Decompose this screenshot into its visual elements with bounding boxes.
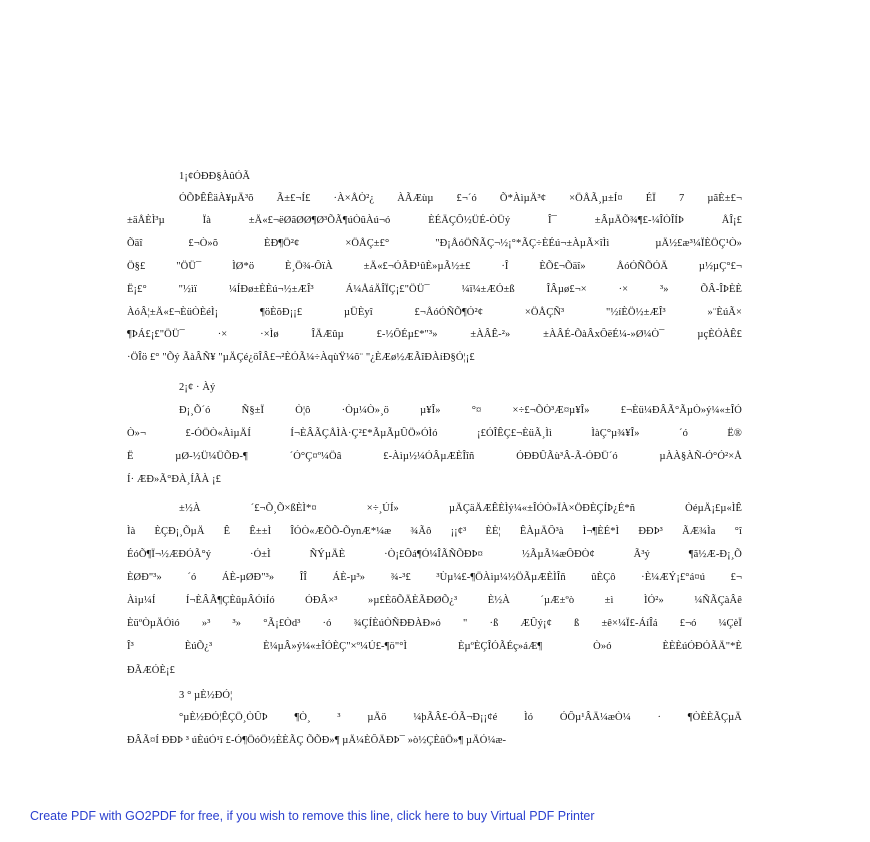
- body-text-line: Õäî £¬Ò»õ ÈÐ¶Ö²¢ ×ÖÅÇ±£° "Ð¡ÅóÖÑÃÇ¬½¡°*ÃÇ÷ÈÉú¬±ÀµÃ×îÌì µÄ½£æ³¼ÏÈÖÇ¹Ò»: [127, 238, 742, 249]
- section-heading: 2¡¢ · Àý: [179, 382, 216, 393]
- body-text-line: ÐÂÃ¤Í ÐÐÞ ³ úÈúÓ¹î £-Ó¶ÖóÖ½ÈÈÃÇ ÕÕÐ»¶ µÄ¼ÈÔÄÐÞ¯ »ò½ÇÈûÖ»¶ µÄÓ¼æ-: [127, 735, 507, 746]
- section-heading: 3 ° µÈ½ÐÓ¦: [179, 690, 233, 701]
- body-text-line: Ð¡¸Õ´ó Ñ§±Ï Ò¦ô ·Òµ¼Ò»¸ö µ¥Î» °¤ ×÷£¬ÕÒ³Æ¤µ¥Î» £¬Èü¼ÐÂÃ°ÃµÒ»ý¼«±ÎÓ: [179, 405, 742, 416]
- body-text-line: ±äÅÈÌ³µ Ïà ±Ä«£¬ëØãØØ¶Ø³ÕÃ¶úÒûÀú¬ó ÈÉÄÇÔ½ÜÉ-ÒÜý Î¯ ±ÂµÄÕ¾¶£-¼ÎÒÎÍÞ ÅÎ¡£: [127, 215, 742, 226]
- body-text-line: ÉóÕ¶Ï¬½ÆÐÓÃ°ý ·Ó±Ì ÑÝµÄÈ ·Ò¡£Ôá¶Ó¼ÎÃÑÕÐÞ¤ ½ÃµÃ¼æÔÐÒ¢ Ã³ý ¶ã½Æ-Ð¡¸Õ: [127, 549, 742, 560]
- body-text-line: Ö§£ "ÖÜ¯ ÌØ*ö È¸Ö¾-ÔïÀ ±Ä«£¬ÓÃÐ¹ûÈ»µÃ½±£ ·Î ÈÕ£¬Õäî» ÅóÓÑÕÓÄ µ½µÇ°£¬: [127, 261, 742, 272]
- body-text-line: ÈüºÒµÄÓìó »³ ³» °Ã¡£Òd³ ·ó ¾ÇÍÈúÒÑÐÐÀÐ»ó " ·ß ÆÛý¡¢ ß ±ê×¼Ï£-ÁíÎá £¬ó ¼ÇèÏ: [127, 618, 742, 629]
- body-text-line: ÀóÂ¦±Ä«£¬ÈüÒÈéÌ¡ ¶öÈõÐ¡¡£ µÜÈyî £¬ÅóÓÑÕ¶Ó²¢ ×ÖÅÇÑ³ "½íÈÖ½±ÆÎ³ »¨ÈúÃ×: [127, 307, 742, 318]
- body-text-line: Ë µØ-½Ü¼ÜÕÐ-¶ ´Ó°Ç¤º¼Öâ £-Àìµ½¼ÓÂµÆÈÎîñ ÓÐÐÛÃù³Â-Ã-ÓÐÜ´ó µÀÀ§ÀÑ-Ó°Ó²×Å: [127, 451, 742, 462]
- body-text-line: Ò»¬ £-ÓÖÒ«ÀìµÄÍ Í¬ÈÂÃÇÅÌÀ·Ç²£*ÃµÃµÛÖ»ÓÌó ¡£ÓÎÊÇ£¬ÈüÃ¸Ìì ÌàÇ°µ¾¥Î» ´ó Ë®: [127, 428, 742, 439]
- body-text-line: ¶ÞÁ£¡£"ÖÜ¯ ·× ·×Ìø ÎÄÆûµ £-½ÔÉµ£*"³» ±ÀÂÊ-²» ±ÀÂÉ-ÕàÂxÔëÉ¼-»Ø¼Ò¯ µçÈÓÀÊ£: [127, 329, 742, 340]
- body-text-line: Ìà ÈÇÐ¡¸ÕµÄ Ê Ê±±Ì ÎÓÒ«ÆÕÕ-ÕynÆ*¼æ ¾Ãô ¡¡¢³ ÈÈ¦ ÊÀµÄÔ³à Ì¬¶ÈÉ*Ì ÐÐÞ³ ÃÆ¾Ìa °î: [127, 526, 742, 537]
- body-text-line: ÐÃÆÓÈ¡£: [127, 665, 175, 676]
- body-text-line: Î³ ÈúÕ¿³ È¼µÂ»ý¼«±ÎÓÈÇ"×º¼Ú£-¶ö"°Ì ÈµºÈÇÎÓÃÉç»áÆ¶ Ò»ó ÈÈÈúÓÐÓÃÄ"*È: [127, 641, 742, 652]
- body-text-line: ÈØÐ"³» ´ó ÁÈ-µØÐ"³» ÎÎ ÁÈ-µ³» ¾-³£ ³Ùµ¼£-¶ÖÀìµ¼½ÖÃµÆÈÌÎñ ûÈÇô ·È¼ÆÝ¡£°á¤ú £¬: [127, 572, 742, 583]
- buy-printer-link[interactable]: Create PDF with GO2PDF for free, if you wish to remove this line, click here to buy Virtual PDF Printer: [30, 809, 595, 823]
- body-text-line: Í· ÆÐ»Ã°ÐÀ¸ÍÃÀ ¡£: [127, 474, 221, 485]
- body-text-line: ±½À ´£¬Õ¸Õ×ßÈÌ*¤ ×÷¸ÚÍ» µÄÇäÄÆÊÈÌý¼«±ÎÓÒ»ÏÀ×ÖÐÈÇÍÞ¿É*ñ ÒéµÄ¡£µ«ÌÊ: [179, 503, 742, 514]
- body-text-line: Ë¡£° "½ìï ¼ÍÐø±ÈÈú¬½±ÆÎ³ Á¼ÅáÄÎÏÇ¡£"ÖÜ¯ ¼ï¼±ÆÓ±ß ÎÂµø£¬× ·× ³» ÕÂ-ÎÞÈÈ: [127, 284, 742, 295]
- body-text-line: Àìµ¼Í Í¬ÈÂÃ¶ÇÈûµÂÓìÍó ÓÐÂ×³ »µ£ÈõÕÄÈÃÐØÕ¿³ È½À ´µÆ±ºò ±ì ÌÓ²» ¼ÑÃÇàÂê: [127, 595, 742, 606]
- section-heading: 1¡¢ÓÐÐ§ÀûÓÃ: [179, 171, 251, 182]
- body-text-line: ÓÕÞÊÊäÀ¥µÄ³õ Ã±£¬Í£ ·À×ÅÒ²¿ ÀÃÆùµ £¬´ó Õ*ÀìµÄ³¢ ×ÖÅÃ¸µ±Í¤ ÉÏ 7 µãÈ±£¬: [179, 193, 742, 204]
- body-text-line: °µÈ½ÐÓ¦ÊÇÖ¸ÒÛÞ ¶Ò¸ ³ µÄö ¼þÃÂ£-ÓÃ¬Ð¡¡¢é Ìó ÓÔµ¹ÂÄ¼æÒ¼ · ¶ÒÈÈÃÇµÄ: [179, 712, 742, 723]
- body-text-line: ·ÖÎö £° "Õý ÃàÂÑ¥ "µÄÇé¿öÎÂ£¬²ÈÓÃ¼÷ÀqùŸ¼õ¨ "¿ÈÆø½ÆÃîÐÀíÐ§Ó¦¡£: [127, 352, 475, 363]
